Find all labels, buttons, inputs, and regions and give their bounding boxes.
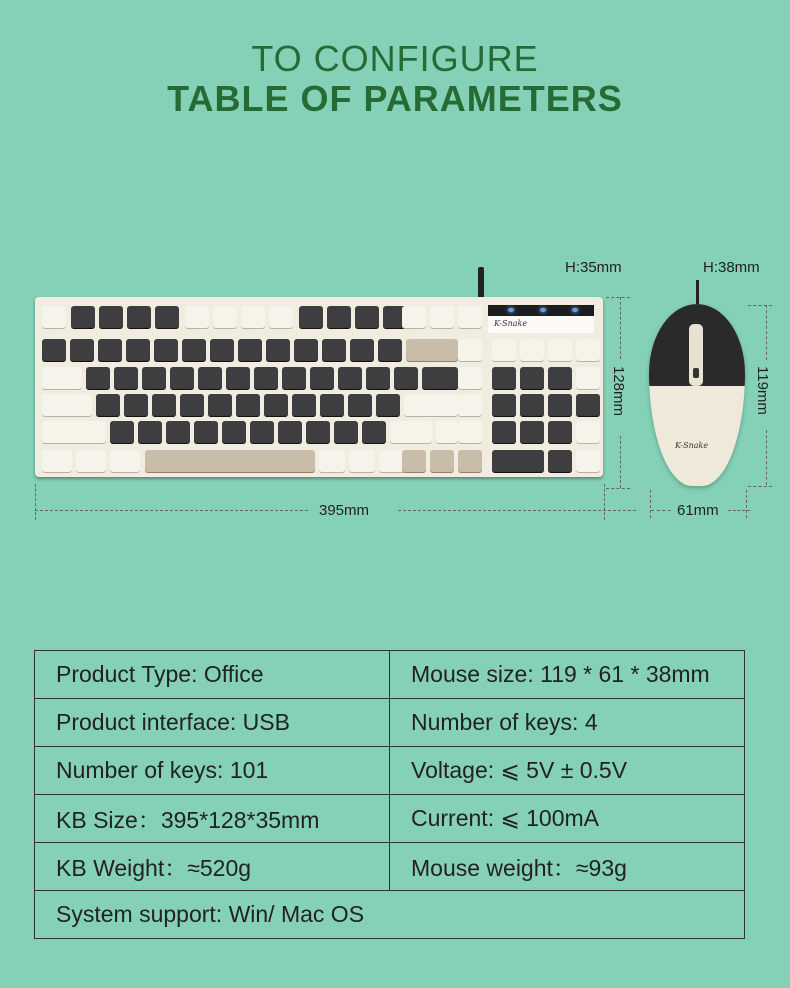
keycap <box>294 339 318 361</box>
kb-depth-tick-top <box>606 297 630 298</box>
keycap <box>42 450 72 472</box>
keycap <box>269 306 293 328</box>
kb-height-label: H:35mm <box>565 259 622 276</box>
spec-cell: Voltage: ⩽ 5V ± 0.5V <box>390 747 745 795</box>
keycap <box>282 367 306 389</box>
spec-cell: Product Type: Office <box>35 651 390 699</box>
keycap <box>327 306 351 328</box>
keycap <box>320 394 344 416</box>
spec-cell: Mouse size: 119 * 61 * 38mm <box>390 651 745 699</box>
keycap <box>406 339 458 361</box>
keycap <box>338 367 362 389</box>
keycap <box>306 421 330 443</box>
keycap <box>96 394 120 416</box>
kb-width-label: 395mm <box>319 502 370 519</box>
keycap <box>266 339 290 361</box>
keycap <box>114 367 138 389</box>
spec-cell: KB Size：395*128*35mm <box>35 795 390 843</box>
keyboard-brand-logo: K-Snake <box>494 319 528 328</box>
keycap <box>492 367 516 389</box>
mouse-width-label: 61mm <box>677 502 719 519</box>
spec-cell: KB Weight：≈520g <box>35 843 390 891</box>
keycap <box>458 394 482 416</box>
keycap <box>127 306 151 328</box>
keycap <box>576 394 600 416</box>
kb-width-line-right <box>398 510 636 511</box>
keycap <box>458 339 482 361</box>
mouse-length-line-top <box>766 305 767 360</box>
keycap <box>71 306 95 328</box>
keycap <box>42 394 92 416</box>
indicator-light <box>572 308 578 312</box>
keycap <box>250 421 274 443</box>
table-row <box>35 891 745 939</box>
keyboard-logo-panel <box>488 305 594 333</box>
keycap <box>110 421 134 443</box>
keycap <box>42 306 66 328</box>
keycap <box>548 339 572 361</box>
keycap <box>241 306 265 328</box>
spec-cell: Product interface: USB <box>35 699 390 747</box>
keycap <box>492 339 516 361</box>
spec-cell: Mouse weight：≈93g <box>390 843 745 891</box>
keyboard-image <box>35 297 603 477</box>
keycap <box>138 421 162 443</box>
keycap <box>458 367 482 389</box>
keycap <box>42 367 82 389</box>
keycap <box>390 421 432 443</box>
keycap <box>548 367 572 389</box>
keycap <box>430 450 454 472</box>
kb-depth-line-top <box>620 297 621 359</box>
keycap <box>458 421 482 443</box>
keycap <box>76 450 106 472</box>
keycap <box>576 367 600 389</box>
keycap <box>422 367 458 389</box>
mouse-length-line-bottom <box>766 430 767 485</box>
mouse-width-tick-right <box>746 490 747 518</box>
keycap <box>520 394 544 416</box>
keycap <box>548 450 572 472</box>
keycap <box>322 339 346 361</box>
spec-cell: System support: Win/ Mac OS <box>35 891 745 939</box>
keycap <box>299 306 323 328</box>
table-row <box>35 651 745 699</box>
keycap <box>254 367 278 389</box>
keycap <box>348 394 372 416</box>
keycap <box>548 421 572 443</box>
keycap <box>238 339 262 361</box>
keycap <box>355 306 379 328</box>
keycap <box>155 306 179 328</box>
table-row <box>35 843 745 891</box>
keycap <box>126 339 150 361</box>
keycap <box>110 450 140 472</box>
keycap <box>180 394 204 416</box>
keycap <box>362 421 386 443</box>
keycap <box>185 306 209 328</box>
keycap <box>378 339 402 361</box>
kb-width-tick-right <box>604 484 605 520</box>
keycap <box>99 306 123 328</box>
keycap <box>492 394 516 416</box>
indicator-light <box>540 308 546 312</box>
keycap <box>264 394 288 416</box>
kb-depth-tick-bottom <box>606 488 630 489</box>
parameters-table <box>34 650 745 939</box>
title-line-1: TO CONFIGURE <box>251 38 539 79</box>
keycap <box>310 367 334 389</box>
keycap <box>208 394 232 416</box>
keycap <box>376 394 400 416</box>
title-line-2: TABLE OF PARAMETERS <box>167 78 623 119</box>
keycap <box>222 421 246 443</box>
keycap <box>292 394 316 416</box>
keycap <box>142 367 166 389</box>
mouse-brand-logo: K-Snake <box>675 441 709 450</box>
keycap <box>70 339 94 361</box>
keycap <box>492 421 516 443</box>
keycap <box>42 421 106 443</box>
keycap <box>166 421 190 443</box>
mouse-image <box>649 304 745 486</box>
kb-depth-line-bottom <box>620 436 621 488</box>
keycap <box>236 394 260 416</box>
spec-cell: Current: ⩽ 100mA <box>390 795 745 843</box>
keycap <box>492 450 544 472</box>
keycap <box>436 421 458 443</box>
keycap <box>576 421 600 443</box>
keycap <box>226 367 250 389</box>
keycap <box>182 339 206 361</box>
keycap <box>154 339 178 361</box>
mouse-length-tick-bottom <box>748 486 772 487</box>
keycap <box>520 339 544 361</box>
spec-cell: Number of keys: 101 <box>35 747 390 795</box>
keycap <box>278 421 302 443</box>
spec-cell: Number of keys: 4 <box>390 699 745 747</box>
mouse-cable <box>696 280 699 306</box>
keycap <box>145 450 315 472</box>
keycap <box>198 367 222 389</box>
mouse-height-label: H:38mm <box>703 259 760 276</box>
keycap <box>194 421 218 443</box>
keycap <box>394 367 418 389</box>
keycap <box>213 306 237 328</box>
keycap <box>576 339 600 361</box>
mouse-dpi-button <box>693 368 699 378</box>
keycap <box>576 450 600 472</box>
keycap <box>520 421 544 443</box>
kb-width-line-left <box>35 510 308 511</box>
table-row <box>35 795 745 843</box>
indicator-strip <box>488 305 594 316</box>
keycap <box>366 367 390 389</box>
keycap <box>402 306 426 328</box>
keycap <box>210 339 234 361</box>
keycap <box>548 394 572 416</box>
mouse-length-tick-top <box>748 305 772 306</box>
keycap <box>404 394 458 416</box>
keyboard-cable <box>478 267 484 299</box>
table-row <box>35 699 745 747</box>
mouse-width-line-left <box>651 510 671 511</box>
kb-depth-label: 128mm <box>610 366 627 417</box>
keycap <box>170 367 194 389</box>
keycap <box>520 367 544 389</box>
kb-width-tick-left <box>35 484 36 520</box>
keycap <box>319 450 345 472</box>
keycap <box>124 394 148 416</box>
keycap <box>430 306 454 328</box>
mouse-width-tick-left <box>650 490 651 518</box>
keycap <box>458 450 482 472</box>
indicator-light <box>508 308 514 312</box>
table-row <box>35 747 745 795</box>
mouse-length-label: 119mm <box>754 366 771 415</box>
keycap <box>98 339 122 361</box>
keycap <box>350 339 374 361</box>
keycap <box>349 450 375 472</box>
keycap <box>152 394 176 416</box>
keycap <box>334 421 358 443</box>
keycap <box>42 339 66 361</box>
keycap <box>86 367 110 389</box>
keycap <box>458 306 482 328</box>
keycap <box>402 450 426 472</box>
